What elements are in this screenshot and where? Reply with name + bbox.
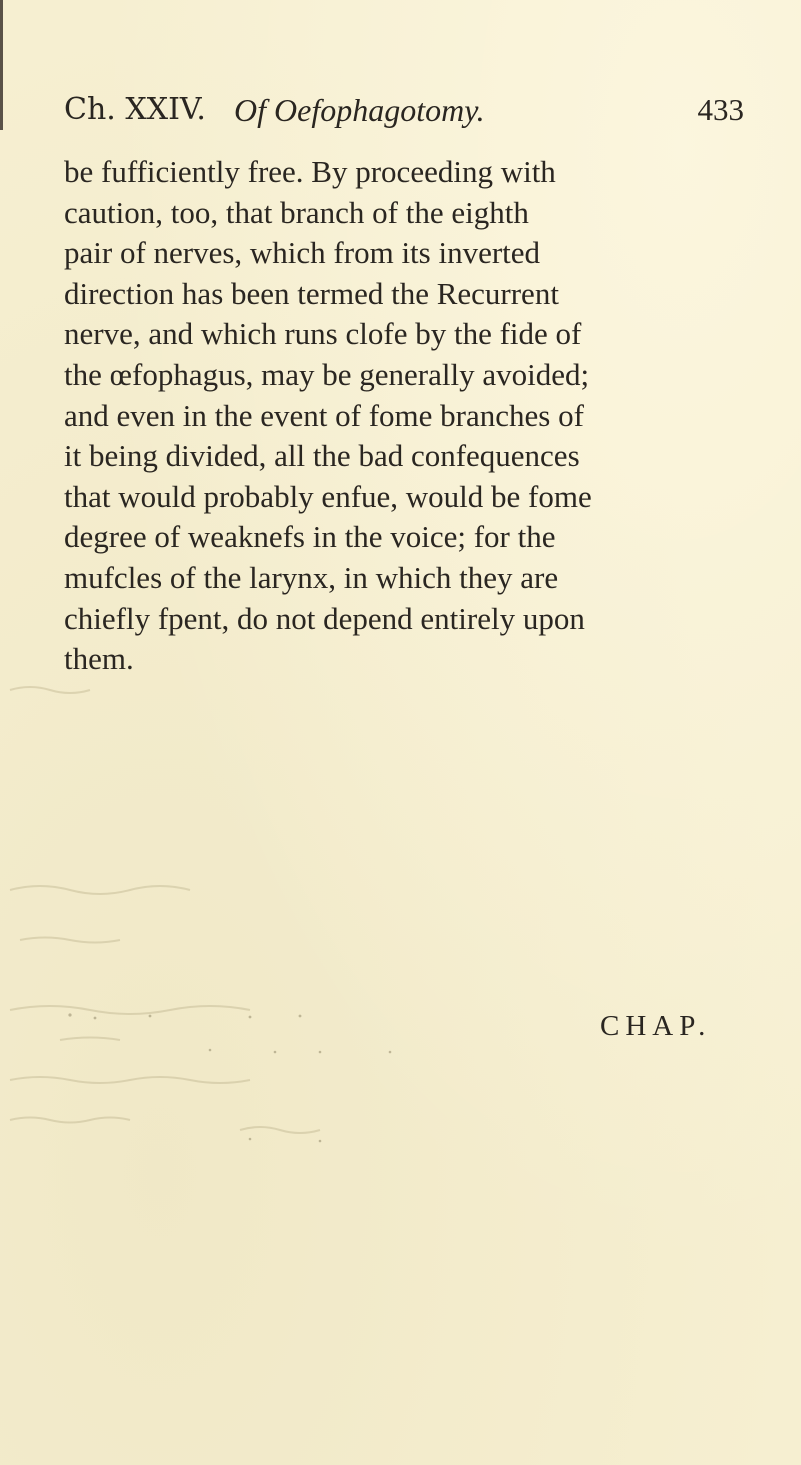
text-line: that would probably enfue, would be fome — [64, 478, 592, 514]
text-line: mufcles of the larynx, in which they are — [64, 559, 559, 595]
show-through-marks — [0, 680, 801, 1150]
text-line: caution, too, that branch of the eighth — [64, 194, 529, 230]
catchword: CHAP. — [600, 1010, 712, 1042]
text-line: it being divided, all the bad confequences — [64, 438, 580, 474]
text-line: the œfophagus, may be generally avoided; — [64, 356, 590, 392]
text-line: them. — [64, 641, 134, 677]
body-paragraph — [64, 152, 754, 680]
page-edge-shadow — [0, 0, 3, 130]
page-number: 433 — [697, 92, 744, 127]
text-line: pair of nerves, which from its inverted — [64, 235, 541, 271]
text-line: nerve, and which runs clofe by the fide of — [64, 316, 582, 352]
text-line: be fufficiently free. By proceeding with — [64, 154, 556, 189]
text-line: direction has been termed the Recurrent — [64, 275, 559, 311]
chapter-label: Ch. XXIV. — [64, 92, 206, 127]
running-title: Of Oefophagotomy. — [234, 92, 485, 128]
text-line: chiefly fpent, do not depend entirely upon — [64, 600, 585, 636]
text-line: and even in the event of fome branches of — [64, 397, 584, 433]
running-header — [64, 88, 744, 132]
text-line: degree of weaknefs in the voice; for the — [64, 519, 556, 555]
